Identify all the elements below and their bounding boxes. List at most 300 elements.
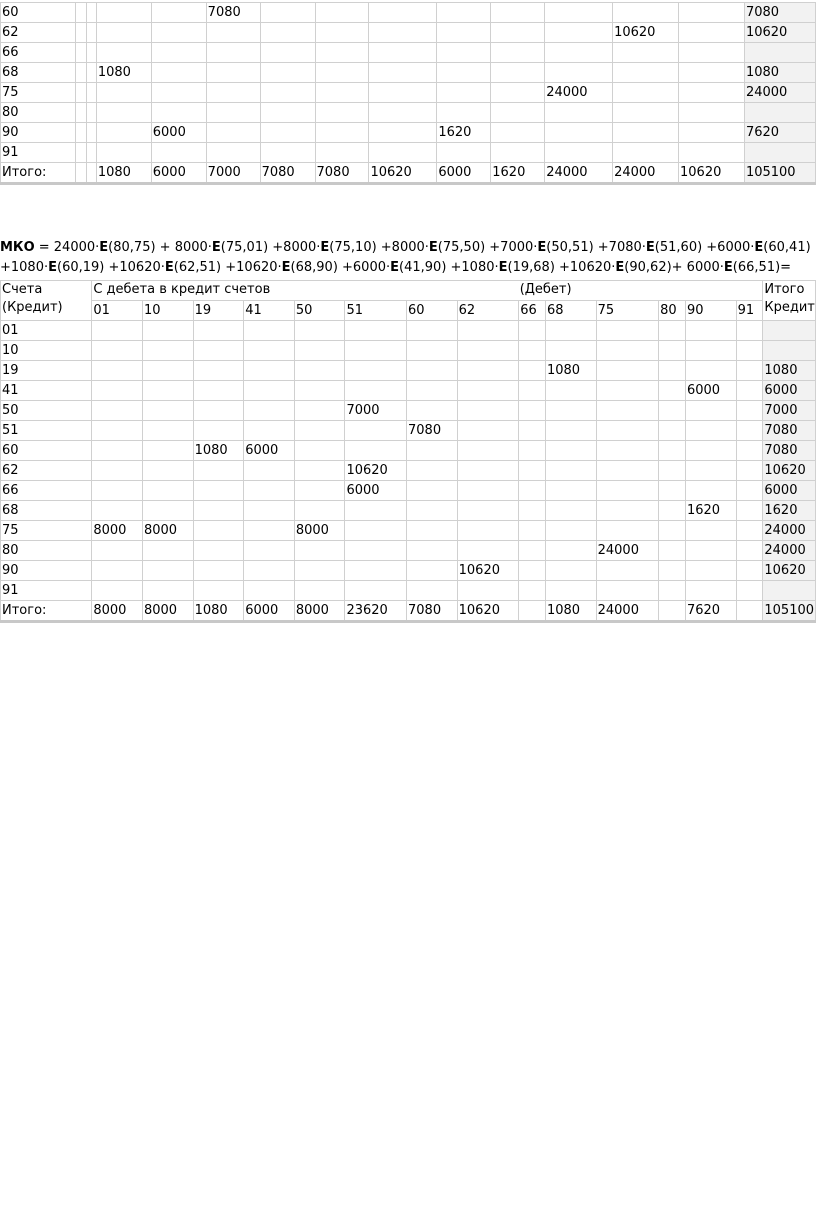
operator-e: Е — [211, 240, 221, 255]
cell — [193, 421, 244, 441]
cell — [193, 361, 244, 381]
cell — [437, 83, 491, 103]
cell — [519, 501, 546, 521]
cell — [151, 43, 206, 63]
cell — [75, 23, 86, 43]
row-total: 24000 — [763, 541, 816, 561]
cell: 7080 — [407, 601, 458, 622]
cell — [142, 381, 193, 401]
cell — [659, 461, 686, 481]
row-label: 91 — [1, 581, 92, 601]
cell: 6000 — [244, 601, 295, 622]
cell: 7080 — [407, 421, 458, 441]
cell — [659, 561, 686, 581]
cell — [92, 341, 143, 361]
cell — [244, 581, 295, 601]
cell — [92, 441, 143, 461]
row-label: 68 — [1, 63, 76, 83]
cell — [659, 581, 686, 601]
cell — [142, 441, 193, 461]
cell — [659, 521, 686, 541]
cell — [736, 601, 763, 622]
cell: 1080 — [744, 63, 815, 83]
cell — [206, 103, 260, 123]
formula-text: (41,90) +1080· — [399, 260, 499, 275]
cell — [407, 501, 458, 521]
cell: 7620 — [685, 601, 736, 622]
cell — [659, 401, 686, 421]
operator-e: Е — [320, 240, 330, 255]
cell — [457, 441, 519, 461]
cell — [736, 541, 763, 561]
total-line1: Итого — [764, 282, 805, 297]
cell — [679, 3, 745, 23]
cell — [457, 541, 519, 561]
cell — [736, 461, 763, 481]
cell — [244, 561, 295, 581]
cell — [596, 421, 659, 441]
cell — [545, 421, 596, 441]
row-total: 10620 — [763, 461, 816, 481]
cell — [369, 123, 437, 143]
column-header: 66 — [519, 301, 546, 321]
cell — [519, 341, 546, 361]
cell — [407, 461, 458, 481]
row-total: 7080 — [763, 421, 816, 441]
cell — [407, 361, 458, 381]
cell — [659, 481, 686, 501]
cell — [294, 481, 345, 501]
cell — [345, 361, 407, 381]
cell — [685, 541, 736, 561]
cell — [437, 63, 491, 83]
cell — [457, 461, 519, 481]
row-total: 7080 — [763, 441, 816, 461]
cell — [92, 501, 143, 521]
corner-line1: Счета — [2, 282, 43, 297]
cell — [744, 143, 815, 163]
cell — [596, 581, 659, 601]
cell: 6000 — [685, 381, 736, 401]
cell — [736, 321, 763, 341]
cell: 10620 — [345, 461, 407, 481]
operator-e: Е — [281, 260, 291, 275]
cell — [206, 143, 260, 163]
cell — [491, 123, 545, 143]
cell: 10620 — [369, 163, 437, 184]
cell — [437, 143, 491, 163]
formula-text: (66,51)= — [732, 260, 792, 275]
cell — [596, 521, 659, 541]
row-total — [763, 341, 816, 361]
formula-text: (50,51) +7080· — [546, 240, 646, 255]
cell — [294, 321, 345, 341]
cell: 7080 — [260, 163, 315, 184]
header-left: С дебета в кредит счетов — [92, 281, 519, 301]
cell — [92, 481, 143, 501]
cell — [613, 103, 679, 123]
cell: 1080 — [96, 163, 151, 184]
cell — [736, 481, 763, 501]
cell — [96, 3, 151, 23]
cell — [75, 83, 86, 103]
cell — [685, 421, 736, 441]
table-row — [1, 83, 816, 103]
cell — [545, 321, 596, 341]
cell — [294, 541, 345, 561]
cell — [369, 83, 437, 103]
cell — [151, 83, 206, 103]
cell — [142, 361, 193, 381]
table-row — [1, 63, 816, 83]
cell — [659, 441, 686, 461]
cell — [86, 103, 96, 123]
corner-header — [1, 281, 92, 321]
cell — [96, 103, 151, 123]
cell — [151, 3, 206, 23]
cell — [75, 63, 86, 83]
row-label: 75 — [1, 521, 92, 541]
cell — [545, 561, 596, 581]
cell — [519, 381, 546, 401]
cell: 24000 — [596, 601, 659, 622]
cell — [519, 601, 546, 622]
cell — [491, 143, 545, 163]
row-label: 60 — [1, 3, 76, 23]
row-label: 91 — [1, 143, 76, 163]
cell — [244, 521, 295, 541]
cell: 6000 — [345, 481, 407, 501]
cell — [407, 581, 458, 601]
cell — [193, 461, 244, 481]
operator-e: Е — [498, 260, 508, 275]
cell — [613, 143, 679, 163]
cell: 7000 — [206, 163, 260, 184]
cell — [92, 581, 143, 601]
formula-text: (75,10) +8000· — [329, 240, 429, 255]
cell — [736, 361, 763, 381]
total-row — [1, 601, 816, 622]
cell — [244, 341, 295, 361]
cell — [613, 83, 679, 103]
cell — [244, 541, 295, 561]
cell — [260, 3, 315, 23]
cell — [679, 123, 745, 143]
cell — [142, 501, 193, 521]
cell — [75, 163, 86, 184]
cell — [659, 381, 686, 401]
cell — [736, 421, 763, 441]
cell — [457, 341, 519, 361]
cell — [744, 43, 815, 63]
cell — [457, 581, 519, 601]
formula-text: (60,19) +10620· — [57, 260, 165, 275]
cell — [679, 103, 745, 123]
mko-formula — [0, 238, 816, 278]
cell — [519, 321, 546, 341]
cell — [86, 83, 96, 103]
cell — [596, 321, 659, 341]
cell — [545, 481, 596, 501]
cell — [407, 341, 458, 361]
table-row — [1, 441, 816, 461]
cell — [545, 43, 613, 63]
table-row — [1, 321, 816, 341]
cell: 1620 — [685, 501, 736, 521]
cell — [659, 321, 686, 341]
table-row — [1, 541, 816, 561]
cell — [260, 43, 315, 63]
cell — [142, 581, 193, 601]
cell: 7080 — [744, 3, 815, 23]
cell — [519, 421, 546, 441]
cell — [151, 143, 206, 163]
cell — [491, 43, 545, 63]
cell — [315, 103, 369, 123]
cell — [596, 481, 659, 501]
operator-e: Е — [164, 260, 174, 275]
row-total: 6000 — [763, 381, 816, 401]
cell — [457, 361, 519, 381]
cell: 8000 — [294, 601, 345, 622]
row-total: 105100 — [763, 601, 816, 622]
cell — [92, 361, 143, 381]
cell — [142, 421, 193, 441]
cell — [75, 143, 86, 163]
cell — [369, 143, 437, 163]
table-row — [1, 461, 816, 481]
column-header: 41 — [244, 301, 295, 321]
cell — [86, 23, 96, 43]
cell — [407, 321, 458, 341]
row-label: 80 — [1, 541, 92, 561]
cell — [151, 103, 206, 123]
cell — [457, 421, 519, 441]
row-total — [763, 321, 816, 341]
row-total: 10620 — [763, 561, 816, 581]
row-label: 90 — [1, 123, 76, 143]
cell — [491, 3, 545, 23]
cell — [613, 123, 679, 143]
cell: 10620 — [744, 23, 815, 43]
column-header: 91 — [736, 301, 763, 321]
column-header: 60 — [407, 301, 458, 321]
corner-line2: (Кредит) — [2, 300, 63, 315]
cell — [519, 361, 546, 381]
cell — [545, 501, 596, 521]
chess-table — [0, 280, 816, 623]
cell — [519, 521, 546, 541]
cell — [545, 63, 613, 83]
row-total: 1620 — [763, 501, 816, 521]
cell — [142, 481, 193, 501]
cell — [142, 461, 193, 481]
cell — [206, 23, 260, 43]
row-total: 7000 — [763, 401, 816, 421]
cell: 105100 — [744, 163, 815, 184]
cell — [345, 581, 407, 601]
cell: 7080 — [206, 3, 260, 23]
table-row — [1, 521, 816, 541]
cell — [294, 501, 345, 521]
cell — [206, 63, 260, 83]
cell — [437, 3, 491, 23]
table-row — [1, 561, 816, 581]
cell — [685, 401, 736, 421]
cell — [206, 123, 260, 143]
cell: 6000 — [151, 163, 206, 184]
cell — [659, 601, 686, 622]
cell — [244, 501, 295, 521]
cell — [75, 43, 86, 63]
cell — [260, 23, 315, 43]
cell — [369, 103, 437, 123]
cell — [260, 123, 315, 143]
formula-text: (62,51) +10620· — [173, 260, 282, 275]
cell — [659, 361, 686, 381]
total-credit-header — [763, 281, 816, 321]
cell — [193, 581, 244, 601]
cell — [437, 43, 491, 63]
cell: 24000 — [596, 541, 659, 561]
cell — [86, 3, 96, 23]
cell — [596, 561, 659, 581]
cell — [545, 123, 613, 143]
cell — [613, 63, 679, 83]
cell — [679, 43, 745, 63]
cell — [193, 561, 244, 581]
cell — [613, 43, 679, 63]
cell — [685, 521, 736, 541]
cell — [193, 521, 244, 541]
cell — [491, 63, 545, 83]
cell: 1080 — [193, 441, 244, 461]
cell: 8000 — [294, 521, 345, 541]
cell — [407, 561, 458, 581]
cell: 7080 — [315, 163, 369, 184]
cell — [345, 381, 407, 401]
cell — [294, 561, 345, 581]
table-top-fragment — [0, 2, 816, 185]
cell — [519, 481, 546, 501]
cell — [315, 123, 369, 143]
column-header: 01 — [92, 301, 143, 321]
cell — [92, 461, 143, 481]
cell — [679, 63, 745, 83]
cell — [92, 561, 143, 581]
formula-text: (80,75) + 8000· — [108, 240, 212, 255]
operator-e: Е — [428, 240, 438, 255]
cell — [193, 341, 244, 361]
cell — [685, 581, 736, 601]
cell — [315, 143, 369, 163]
cell — [407, 381, 458, 401]
cell — [596, 341, 659, 361]
formula-text: (60,41) +1080· — [0, 240, 811, 275]
cell — [457, 501, 519, 521]
cell — [244, 361, 295, 381]
column-header-row — [1, 301, 816, 321]
table-row — [1, 481, 816, 501]
cell — [86, 163, 96, 184]
cell — [457, 521, 519, 541]
cell — [345, 501, 407, 521]
row-label: 68 — [1, 501, 92, 521]
cell — [457, 481, 519, 501]
cell — [92, 381, 143, 401]
cell: 23620 — [345, 601, 407, 622]
cell — [294, 581, 345, 601]
cell — [142, 561, 193, 581]
cell — [193, 401, 244, 421]
cell — [369, 63, 437, 83]
cell — [142, 341, 193, 361]
cell — [92, 401, 143, 421]
row-label: 66 — [1, 481, 92, 501]
column-header: 90 — [685, 301, 736, 321]
cell — [519, 401, 546, 421]
cell — [345, 421, 407, 441]
table-row — [1, 501, 816, 521]
cell — [545, 521, 596, 541]
total-row — [1, 163, 816, 184]
cell — [685, 341, 736, 361]
cell — [96, 143, 151, 163]
cell — [86, 43, 96, 63]
row-total — [763, 581, 816, 601]
cell — [193, 381, 244, 401]
operator-e: Е — [723, 260, 733, 275]
table-row — [1, 381, 816, 401]
table-row — [1, 341, 816, 361]
cell — [736, 401, 763, 421]
row-label: 60 — [1, 441, 92, 461]
column-header: 68 — [545, 301, 596, 321]
row-label: 41 — [1, 381, 92, 401]
cell — [545, 23, 613, 43]
column-header: 51 — [345, 301, 407, 321]
row-label: 62 — [1, 461, 92, 481]
cell — [206, 43, 260, 63]
operator-e: Е — [754, 240, 764, 255]
table-row — [1, 103, 816, 123]
cell — [260, 83, 315, 103]
cell: 24000 — [744, 83, 815, 103]
cell: 7000 — [345, 401, 407, 421]
cell — [193, 541, 244, 561]
cell — [685, 561, 736, 581]
cell — [244, 321, 295, 341]
cell — [519, 581, 546, 601]
cell — [244, 401, 295, 421]
cell — [457, 401, 519, 421]
cell: 10620 — [457, 561, 519, 581]
cell — [545, 341, 596, 361]
table-row — [1, 143, 816, 163]
cell — [659, 341, 686, 361]
cell: 8000 — [92, 601, 143, 622]
cell: 24000 — [545, 83, 613, 103]
cell — [407, 401, 458, 421]
formula-text: = 24000· — [34, 240, 100, 255]
cell — [345, 521, 407, 541]
cell — [206, 83, 260, 103]
table-row — [1, 401, 816, 421]
cell: 6000 — [151, 123, 206, 143]
cell — [142, 541, 193, 561]
cell — [679, 83, 745, 103]
cell — [151, 63, 206, 83]
